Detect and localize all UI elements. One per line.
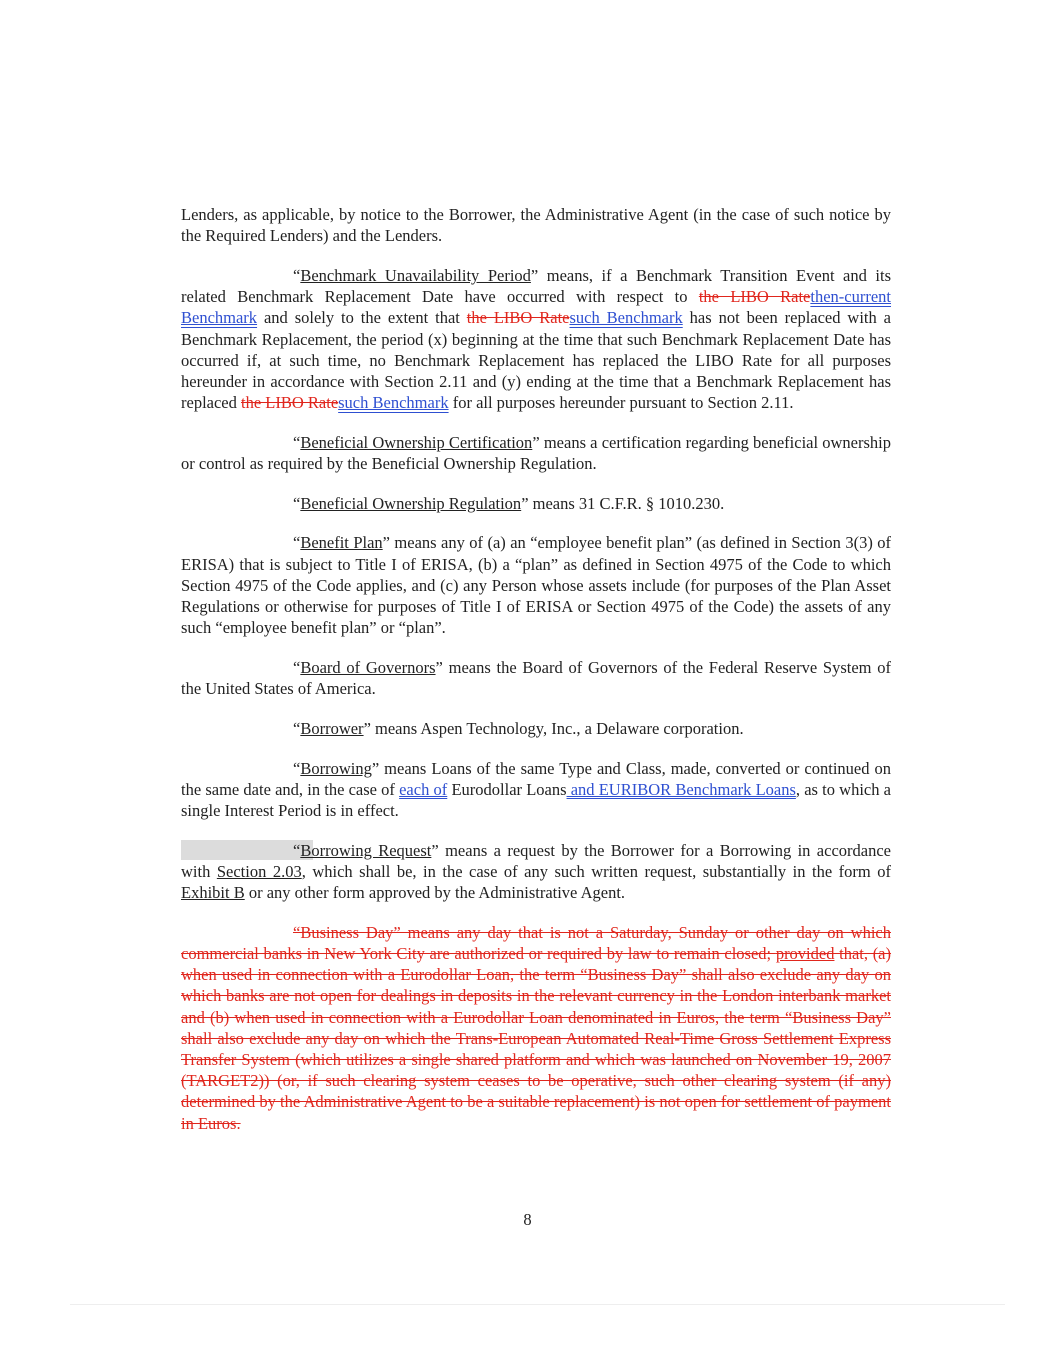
document-page <box>181 204 891 1152</box>
inserted-text: then-current Benchmark <box>181 287 891 328</box>
text: ” means a certification regarding beneficial ownership or control as required by the Beneficial Ownership Regulation. <box>181 432 891 474</box>
definition-borrowing <box>181 758 891 822</box>
quote: “ <box>293 493 301 513</box>
text: ” means a request by the Borrower for a Borrowing in accordance with <box>181 840 891 881</box>
definition-business-day-deleted <box>181 922 891 1134</box>
quote: “ <box>293 758 301 778</box>
defined-term: Beneficial Ownership Certification <box>300 432 533 452</box>
inserted-text: such Benchmark <box>338 393 449 413</box>
quote: “ <box>293 265 301 285</box>
definition-beneficial-ownership-certification <box>181 432 891 474</box>
defined-term: Benefit Plan <box>300 533 383 553</box>
exhibit-reference: Exhibit B <box>181 883 245 903</box>
text: Lenders, as applicable, by notice to the Borrower, the Administrative Agent (in the case of such notice by the Required Lenders) and the Lenders. <box>181 205 891 246</box>
text: , which shall be, in the case of any such written request, substantially in the form of <box>301 861 891 881</box>
defined-term: Board of Governors <box>300 657 436 677</box>
text: ” means any of (a) an “employee benefit plan” (as defined in Section 3(3) of ERISA) that is subject to Title I of ERISA, (b) a “plan” as defined in Section 4975 of the Code to which Section 4975 of the Code applies, and (c) any Person whose assets include (for purposes of the Plan Asset Regulations or otherwise for purposes of Title I of ERISA or Section 4975 of the Code) the assets of any such “employee benefit plan” or “plan”. <box>181 533 891 638</box>
text: ” means Loans of the same Type and Class, made, converted or continued on the same date and, in the case of <box>181 758 891 799</box>
quote: “ <box>293 657 301 677</box>
text: has not been replaced with a Benchmark Replacement, the period (x) beginning at the time that such Benchmark Replacement Date has occurred if, at such time, no Benchmark Replacement has replaced the LIBO Rate for all purposes hereunder in accordance with Section 2.11 and (y) ending at the time that a Benchmark Replacement has replaced <box>181 308 891 413</box>
text: , as to which a single Interest Period is in effect. <box>181 779 892 820</box>
text: ” means Aspen Technology, Inc., a Delaware corporation. <box>363 718 744 738</box>
deleted-text: the LIBO Rate <box>241 393 339 413</box>
text: ” means the Board of Governors of the Federal Reserve System of the United States of America. <box>181 657 891 699</box>
definition-benefit-plan <box>181 532 891 638</box>
definition-board-of-governors <box>181 657 891 699</box>
definition-beneficial-ownership-regulation <box>181 493 891 514</box>
footer-divider <box>70 1304 1005 1305</box>
defined-term: Benchmark Unavailability Period <box>300 265 531 285</box>
quote: “ <box>293 840 301 860</box>
inserted-text: and EURIBOR Benchmark Loans <box>566 779 796 799</box>
definition-borrower <box>181 718 891 739</box>
deleted-term: provided <box>775 943 835 963</box>
deleted-text: the LIBO Rate <box>466 308 570 328</box>
defined-term: Borrowing <box>300 758 372 778</box>
deleted-text: the LIBO Rate <box>698 287 811 307</box>
quote: “ <box>293 432 301 452</box>
quote: “ <box>293 718 301 738</box>
definition-borrowing-request <box>181 840 891 904</box>
text: Eurodollar Loans <box>447 779 567 799</box>
text: ” means, if a Benchmark Transition Event and its related Benchmark Replacement Date have occurred with respect to <box>181 265 891 307</box>
deleted-text: “Business Day” means any day that is not a Saturday, Sunday or other day on which commercial banks in New York City are authorized or required by law to remain closed; <box>181 922 891 963</box>
deleted-text: that, (a) when used in connection with a Eurodollar Loan, the term “Business Day” shall also exclude any day on which banks are not open for dealings in deposits in the relevant currency in the London interbank market and (b) when used in connection with a Eurodollar Loan denominated in Euros, the term “Business Day” shall also exclude any day on which the Trans-European Automated Real-Time Gross Settlement Express Transfer System (which utilizes a single shared platform and which was launched on November 19, 2007 (TARGET2)) (or, if such clearing system ceases to be operative, such other clearing system (if any) determined by the Administrative Agent to be a suitable replacement) is not open for settlement of payment in Euros. <box>181 943 892 1133</box>
page-number: 8 <box>523 1210 532 1229</box>
quote: “ <box>293 533 301 553</box>
defined-term: Beneficial Ownership Regulation <box>300 493 522 513</box>
text: for all purposes hereunder pursuant to Section 2.11. <box>448 393 794 413</box>
text: ” means 31 C.F.R. § 1010.230. <box>521 493 725 513</box>
text: or any other form approved by the Administrative Agent. <box>244 883 626 903</box>
defined-term: Borrowing Request <box>300 840 432 860</box>
inserted-text: such Benchmark <box>569 308 683 328</box>
defined-term: Borrower <box>300 718 364 738</box>
deleted-text <box>776 944 835 963</box>
paragraph-lenders-notice <box>181 204 891 246</box>
definition-benchmark-unavailability-period <box>181 265 891 413</box>
section-reference: Section 2.03 <box>216 861 302 881</box>
text: and solely to the extent that <box>257 308 467 328</box>
inserted-text: each of <box>399 779 448 799</box>
